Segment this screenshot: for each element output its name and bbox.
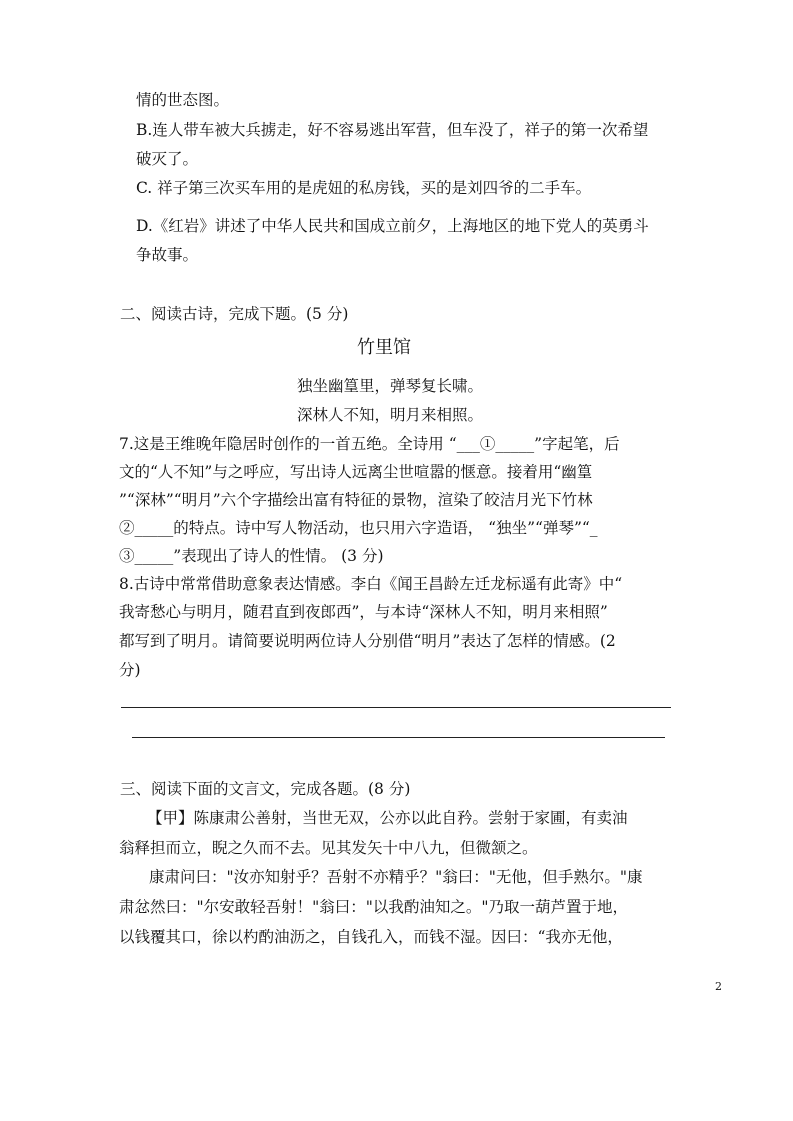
passage-p2-line1: 康肃问曰："汝亦知射乎？吾射不亦精乎？"翁曰："无他，但手熟尔。"康 (149, 868, 643, 886)
answer-line-2[interactable] (132, 737, 665, 738)
section2-heading: 二、阅读古诗，完成下题。(5 分) (120, 305, 349, 323)
question-8-line4: 分) (119, 661, 141, 679)
answer-line-1[interactable] (121, 707, 671, 708)
passage-p2-line3: 以钱覆其口，徐以杓酌油沥之，自钱孔入，而钱不湿。因曰：“我亦无他， (119, 928, 623, 946)
question-7-line2: 文的“人不知”与之呼应，写出诗人远离尘世喧嚣的惬意。接着用“幽篁 (119, 463, 593, 481)
poem-line-2: 深林人不知，明月来相照。 (297, 406, 484, 424)
page-number: 2 (715, 980, 722, 993)
passage-p1-line1: 【甲】陈康肃公善射，当世无双，公亦以此自矜。尝射于家圃，有卖油 (147, 809, 628, 827)
poem-line-1: 独坐幽篁里，弹琴复长啸。 (297, 377, 484, 395)
question-7-line4: ②_____的特点。诗中写人物活动，也只用六字造语， “独坐”“弹琴”“_ (119, 519, 598, 537)
option-d-line1: D.《红岩》讲述了中华人民共和国成立前夕，上海地区的地下党人的英勇斗 (136, 217, 649, 235)
section3-heading: 三、阅读下面的文言文，完成各题。(8 分) (120, 780, 411, 798)
question-8-line2: 我寄愁心与明月，随君直到夜郎西”，与本诗“深林人不知，明月来相照” (119, 603, 608, 621)
passage-p2-line2: 肃忿然曰："尔安敢轻吾射！"翁曰："以我酌油知之。"乃取一葫芦置于地， (119, 898, 629, 916)
poem-title: 竹里馆 (357, 337, 411, 358)
question-8-line1: 8.古诗中常常借助意象表达情感。李白《闻王昌龄左迁龙标遥有此寄》中“ (119, 575, 623, 593)
option-a-tail: 情的世态图。 (136, 91, 230, 109)
option-d-line2: 争故事。 (136, 246, 199, 264)
option-b-line1: B.连人带车被大兵掳走，好不容易逃出军营，但车没了，祥子的第一次希望 (136, 121, 649, 139)
question-8-line3: 都写到了明月。请简要说明两位诗人分别借“明月”表达了怎样的情感。(2 (119, 632, 616, 650)
question-7-line3: ”“深林”“明月”六个字描绘出富有特征的景物，渲染了皎洁月光下竹林 (119, 491, 593, 509)
question-7-line5: ③_____”表现出了诗人的性情。 (3 分) (119, 547, 384, 565)
option-c: C. 祥子第三次买车用的是虎妞的私房钱，买的是刘四爷的二手车。 (136, 179, 592, 197)
passage-p1-line2: 翁释担而立，睨之久而不去。见其发矢十中八九，但微颔之。 (119, 839, 538, 857)
option-b-line2: 破灭了。 (136, 150, 199, 168)
question-7-line1: 7.这是王维晚年隐居时创作的一首五绝。全诗用 “___①_____”字起笔，后 (119, 435, 620, 453)
